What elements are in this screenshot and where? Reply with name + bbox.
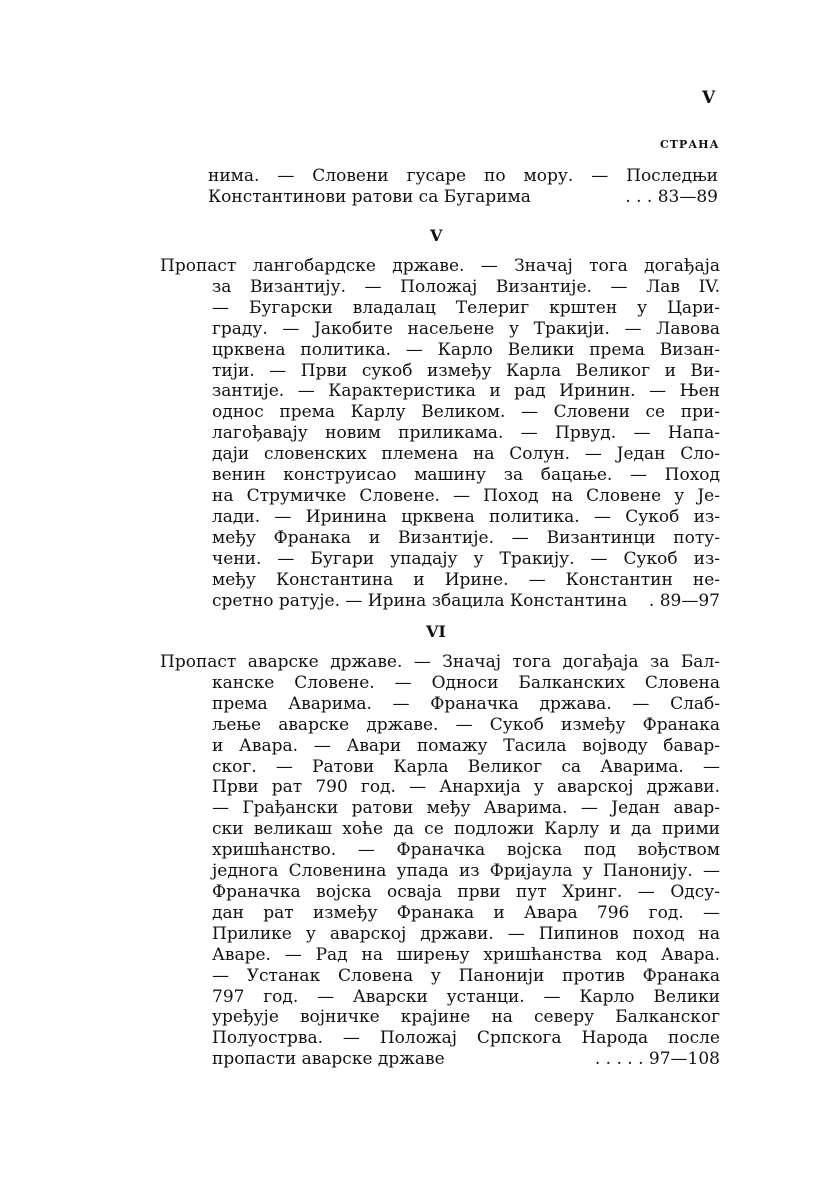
entry-line: — Бугарски владалац Телериг крштен у Цари-	[212, 297, 720, 318]
entry-line: тији. — Први сукоб између Карла Великог и Ви-	[212, 360, 720, 381]
entry-line: нима. — Словени гусаре по мору. — Последњи	[208, 166, 718, 186]
entry-line: ског. — Ратови Карла Великог са Аварима. —	[212, 756, 720, 777]
entry-line: Пропаст аварске државе. — Значај тога догађаја за Бал-	[160, 652, 720, 672]
entry-line-text: сретно ратује. — Ирина збацила Константина	[212, 590, 628, 611]
entry-line: уређује војничке крајине на северу Балканског	[212, 1007, 720, 1028]
entry-line-text: пропасти аварске државе	[212, 1049, 445, 1070]
entry-line: венин конструисао машину за бацање. — Поход	[212, 465, 720, 486]
previous-chapter-continuation	[208, 166, 718, 208]
entry-line: на Струмичке Словене. — Поход на Словене у Је-	[212, 485, 720, 506]
entry-line: даји словенских племена на Солун. — Један Сло-	[212, 444, 720, 465]
entry-line: — Грађански ратови међу Аварима. — Један авар-	[212, 798, 720, 819]
page-number: V	[702, 88, 716, 108]
entry-line: Први рат 790 год. — Анархија у аварској држави.	[212, 777, 720, 798]
entry-line: Франачка војска осваја први пут Хринг. — Одсу-	[212, 881, 720, 902]
entry-line: ски великаш хоће да се подложи Карлу и да прими	[212, 819, 720, 840]
entry-line-last	[160, 591, 720, 612]
chapter-vi-summary	[160, 652, 720, 1070]
entry-line: лади. — Иринина црквена политика. — Сукоб из-	[212, 506, 720, 527]
entry-line: лагођавају новим приликама. — Првуд. — Напа-	[212, 423, 720, 444]
entry-line: чени. — Бугари упадају у Тракију. — Сукоб из-	[212, 548, 720, 569]
chapter-numeral-vi: VI	[426, 622, 446, 641]
entry-line: хришћанство. — Франачка војска под вођством	[212, 840, 720, 861]
entry-line: Аваре. — Рад на ширењу хришћанства код Авара.	[212, 944, 720, 965]
entry-line: Полуострва. — Положај Српскога Народа после	[212, 1028, 720, 1049]
entry-line: зантије. — Карактеристика и рад Иринин. — Њен	[212, 381, 720, 402]
entry-line: Пропаст лангобардске државе. — Значај тога догађаја	[160, 256, 720, 276]
entry-line: за Византију. — Положај Византије. — Лав IV.	[212, 276, 720, 297]
chapter-numeral-v: V	[430, 226, 443, 245]
entry-line: однос према Карлу Великом. — Словени се при-	[212, 402, 720, 423]
entry-line: граду. — Јакобите насељене у Тракији. — Лавова	[212, 318, 720, 339]
entry-line: — Устанак Словена у Панонији против Франака	[212, 965, 720, 986]
chapter-v-summary	[160, 256, 720, 611]
entry-line: и Авара. — Авари помажу Тасила војводу бавар-	[212, 735, 720, 756]
entry-line: Прилике у аварској држави. — Пипинов поход на	[212, 923, 720, 944]
page-range: . 89—97	[648, 590, 720, 611]
entry-line: канске Словене. — Односи Балканских Словена	[212, 672, 720, 693]
column-label-strana: СТРАНА	[660, 138, 720, 151]
entry-line: 797 год. — Аварски устанци. — Карло Велики	[212, 986, 720, 1007]
entry-line: дан рат између Франака и Авара 796 год. —	[212, 902, 720, 923]
entry-line: међу Франака и Византије. — Византинци поту-	[212, 527, 720, 548]
entry-line: црквена политика. — Карло Велики према Визан-	[212, 339, 720, 360]
entry-line: међу Константина и Ирине. — Константин не-	[212, 569, 720, 590]
entry-line-last	[208, 187, 718, 208]
page-range: . . . 83—89	[625, 186, 718, 207]
entry-line: љење аварске државе. — Сукоб између Франака	[212, 714, 720, 735]
entry-line: једнога Словенина упада из Фријаула у Панонију. —	[212, 861, 720, 882]
entry-line: према Аварима. — Франачка држава. — Слаб-	[212, 693, 720, 714]
page-range: . . . . . 97—108	[594, 1049, 720, 1070]
entry-line-last	[160, 1049, 720, 1070]
entry-line-text: Константинови ратови са Бугарима	[208, 186, 531, 207]
